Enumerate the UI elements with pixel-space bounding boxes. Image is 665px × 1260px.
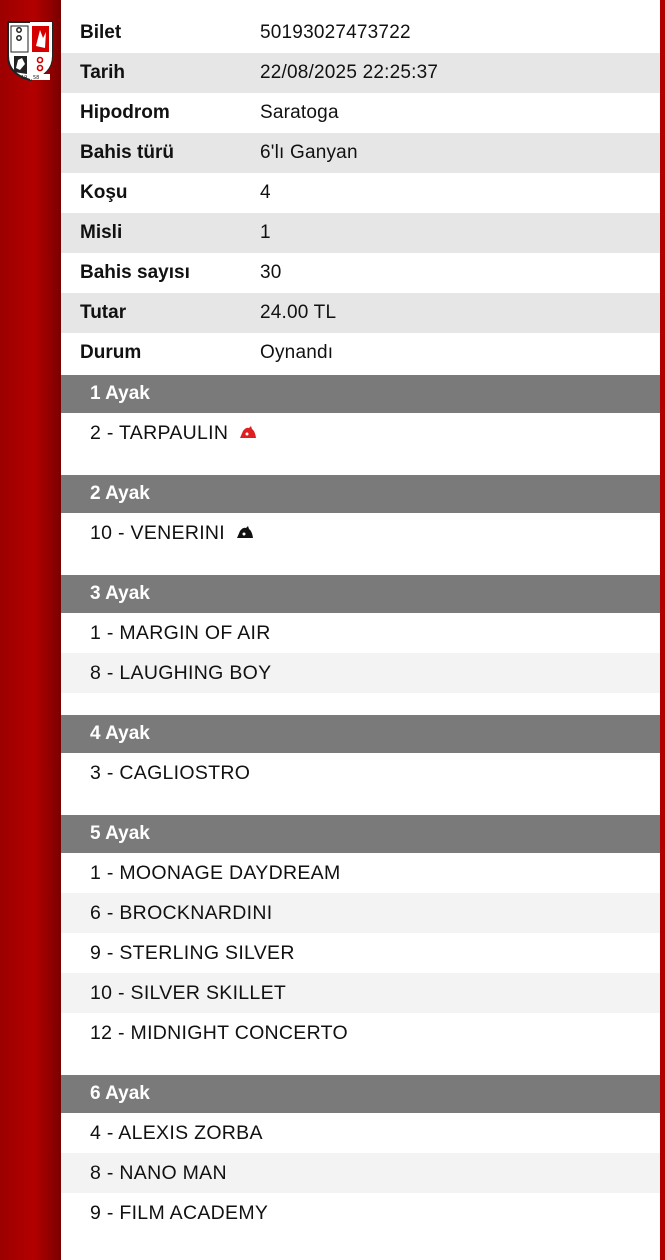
horse-row [61,1113,660,1153]
leg-title: 4 Ayak [90,723,150,744]
info-label: Bahis türü [80,142,174,163]
info-label: Misli [80,222,123,243]
horse-row [61,1153,660,1193]
horse-name: 1 - MARGIN OF AIR [90,622,271,644]
info-label: Hipodrom [80,102,170,123]
info-label: Bilet [80,22,122,43]
info-label: Tutar [80,302,127,323]
leg-header [61,1075,660,1113]
info-value: Oynandı [260,342,334,363]
info-value: 4 [260,182,271,203]
ticket-info-row [61,173,660,213]
horse-row [61,973,660,1013]
info-value: 6'lı Ganyan [260,142,358,163]
ticket-info-row [61,253,660,293]
horse-row [61,1013,660,1053]
info-label: Koşu [80,182,128,203]
leg-header [61,815,660,853]
horse-name: 6 - BROCKNARDINI [90,902,273,924]
horse-name: 10 - SILVER SKILLET [90,982,287,1004]
horse-name: 9 - STERLING SILVER [90,942,295,964]
info-value: 30 [260,262,282,283]
info-value: 50193027473722 [260,22,411,43]
ticket-info-row [61,213,660,253]
leg-header [61,715,660,753]
club-crest-icon [5,18,55,82]
svg-text:58: 58 [33,75,40,81]
leg-header [61,475,660,513]
info-label: Durum [80,342,142,363]
leg-header [61,575,660,613]
horse-name: 2 - TARPAULIN [90,413,258,453]
leg-title: 5 Ayak [90,823,150,844]
info-value: 24.00 TL [260,302,337,323]
horse-row [61,893,660,933]
leg-title: 2 Ayak [90,483,150,504]
horse-row [61,413,660,453]
leg-title: 1 Ayak [90,383,150,404]
horse-row [61,853,660,893]
ticket-info-row [61,53,660,93]
horse-name: 1 - MOONAGE DAYDREAM [90,862,341,884]
ticket-info-row [61,13,660,53]
ticket-info-row [61,133,660,173]
jockey-silk-icon [238,425,258,439]
svg-text:19: 19 [21,75,28,81]
right-edge-bar [660,0,665,1260]
horse-row [61,513,660,553]
horse-name: 9 - FILM ACADEMY [90,1202,269,1224]
horse-row [61,1193,660,1233]
info-label: Bahis sayısı [80,262,190,283]
info-label: Tarih [80,62,126,83]
ticket-info-row [61,333,660,373]
horse-name: 3 - CAGLIOSTRO [90,762,251,784]
left-brand-bar [0,0,61,1260]
ticket-detail-panel [61,0,660,1260]
horse-row [61,653,660,693]
jockey-silk-icon [235,525,255,539]
horse-name: 10 - VENERINI [90,513,255,553]
horse-row [61,753,660,793]
leg-title: 3 Ayak [90,583,150,604]
leg-header [61,375,660,413]
horse-row [61,933,660,973]
horse-row [61,613,660,653]
info-value: 1 [260,222,271,243]
leg-title: 6 Ayak [90,1083,150,1104]
horse-name: 8 - NANO MAN [90,1162,227,1184]
horse-name: 4 - ALEXIS ZORBA [90,1122,263,1144]
info-value: 22/08/2025 22:25:37 [260,62,439,83]
ticket-info-row [61,293,660,333]
info-value: Saratoga [260,102,339,123]
horse-name: 12 - MIDNIGHT CONCERTO [90,1022,348,1044]
horse-name: 8 - LAUGHING BOY [90,662,272,684]
ticket-info-row [61,93,660,133]
